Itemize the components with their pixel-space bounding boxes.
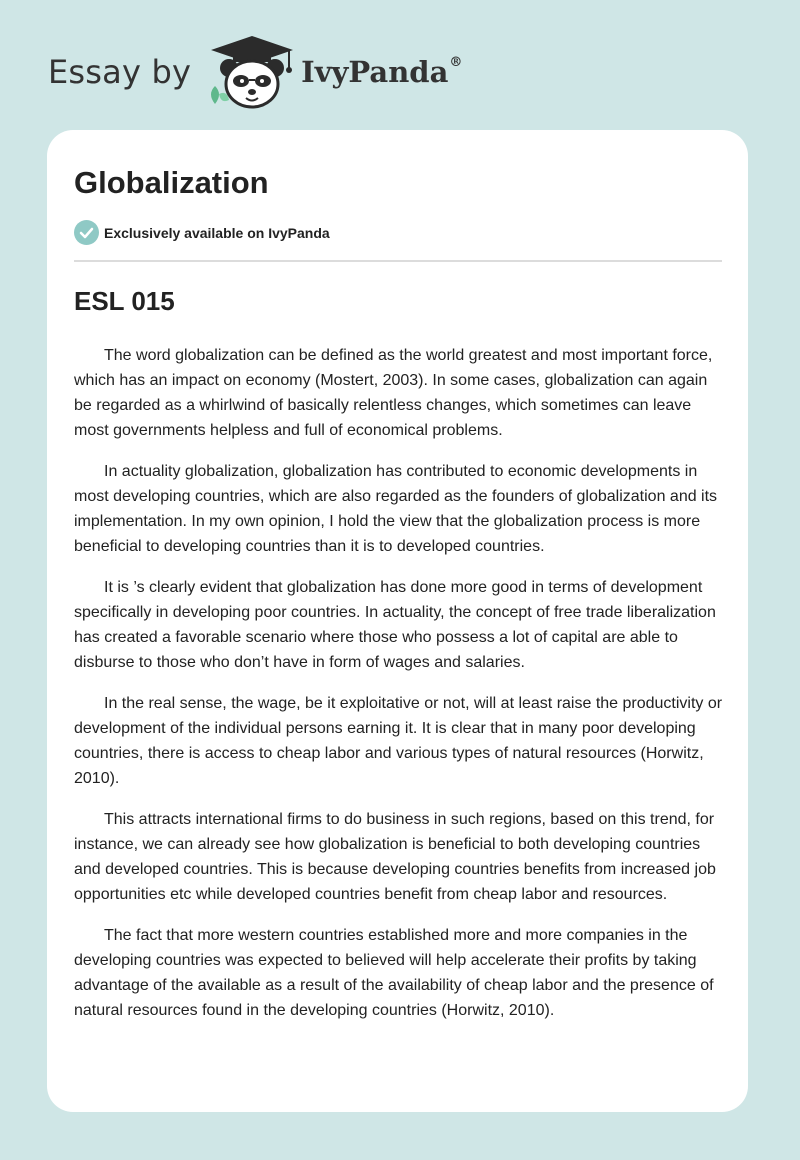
paragraph: It is ’s clearly evident that globalization has done more good in terms of development specifically in developing poor countries. In actuality, the concept of free trade liberalization has created a favorable scenario where those who possess a lot of capital are able to disburse to those who don’t have in form of wages and salaries. <box>74 579 716 671</box>
page-title: Globalization <box>74 165 269 200</box>
divider <box>74 260 722 262</box>
essay-card <box>47 130 748 1112</box>
check-circle-icon <box>74 220 99 245</box>
essay-by-label: Essay by <box>48 53 192 91</box>
paragraph: In actuality globalization, globalization has contributed to economic developments in most developing countries, which are also regarded as the founders of globalization and its implementation. In my own opinion, I hold the view that the globalization process is more beneficial to developing countries than it is to developed countries. <box>74 463 718 555</box>
essay-body <box>74 343 726 1039</box>
site-header <box>48 34 462 110</box>
brand-name[interactable]: IvyPanda® <box>301 55 463 89</box>
exclusive-label: Exclusively available on IvyPanda <box>104 224 330 241</box>
paragraph: In the real sense, the wage, be it exploitative or not, will at least raise the productivity or development of the individual persons earning it. It is clear that in many poor developing countries, there is access to cheap labor and various types of natural resources (Horwitz, 2010). <box>74 695 723 787</box>
paragraph: The word globalization can be defined as the world greatest and most important force, which has an impact on economy (Mostert, 2003). In some cases, globalization can again be regarded as a whirlwind of basically relentless changes, which sometimes can leave most governments helpless and full of economical problems. <box>74 347 713 439</box>
panda-logo-icon[interactable] <box>205 34 299 110</box>
section-title: ESL 015 <box>74 286 175 316</box>
registered-mark: ® <box>449 55 463 70</box>
exclusive-badge <box>74 220 330 245</box>
paragraph: This attracts international firms to do business in such regions, based on this trend, for instance, we can already see how globalization is beneficial to both developing countries and developed countries. This is because developing countries benefits from increased job opportunities etc while developed countries benefit from cheap labor and resources. <box>74 811 716 903</box>
paragraph: The fact that more western countries established more and more companies in the developing countries was expected to believed will help accelerate their profits by taking advantage of the available as a result of the availability of cheap labor and the presence of natural resources found in the developing countries (Horwitz, 2010). <box>74 927 714 1019</box>
